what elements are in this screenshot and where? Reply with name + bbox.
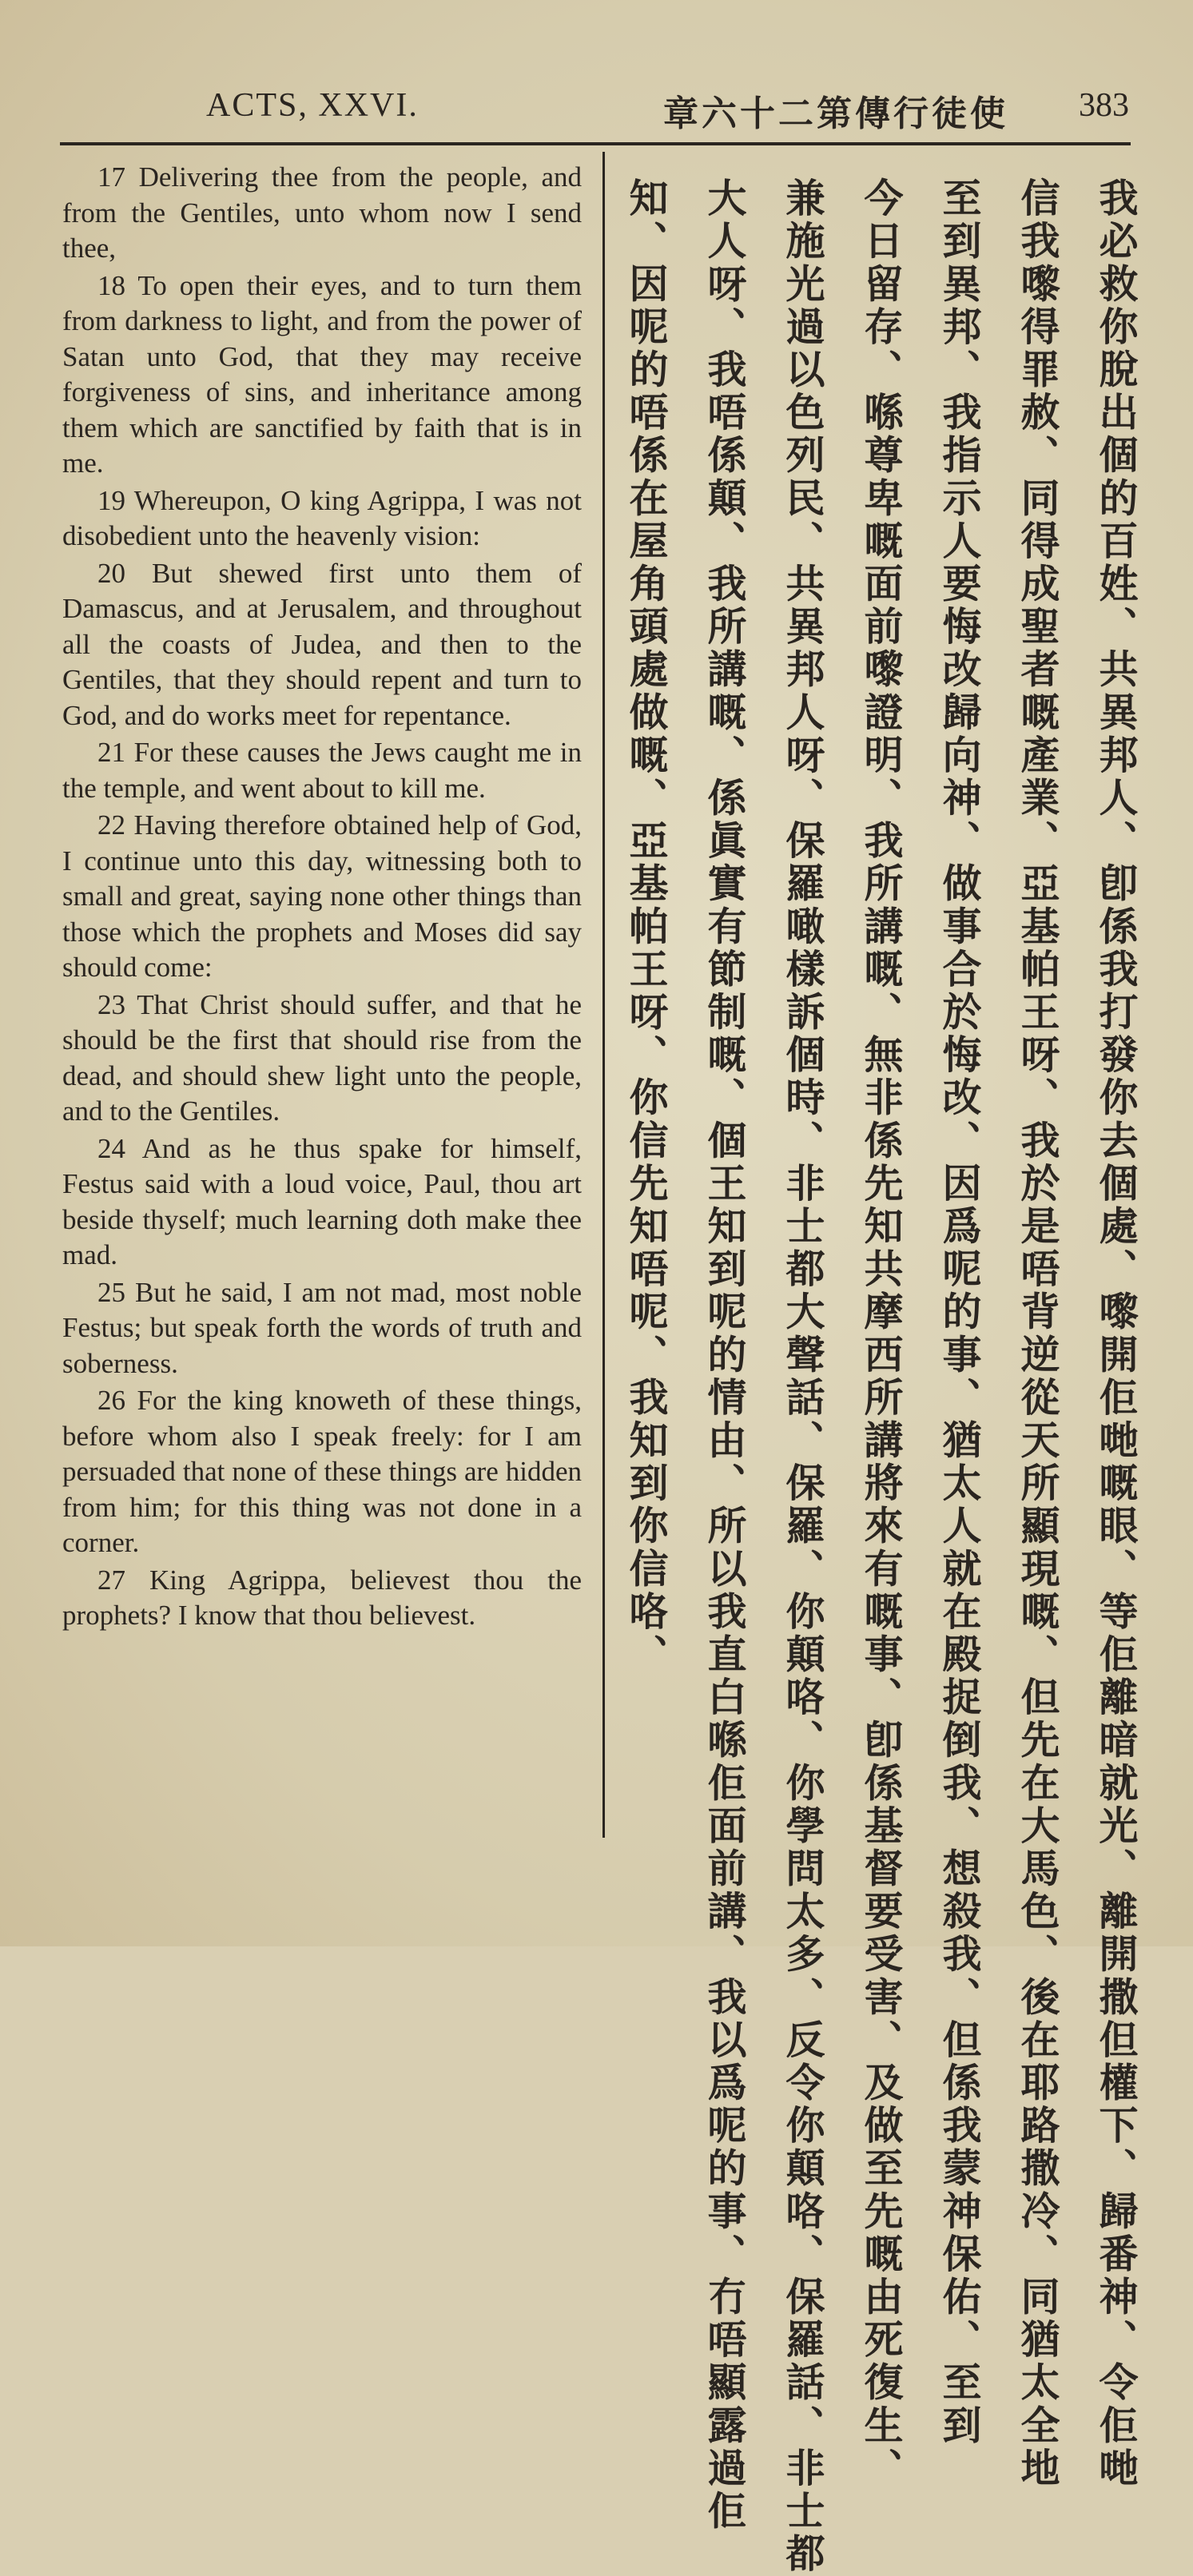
verse-17: 17 Delivering thee from the people, and from the Gentiles, unto whom now I send thee, — [62, 161, 582, 264]
verse-21: 21 For these causes the Jews caught me in the temple, and went about to kill me. — [62, 737, 582, 804]
verse-20: 20 But shewed first unto them of Damascus, and at Jerusalem, and throughout all the coasts of Judea, and then to the Gentiles, that they should repent and turn to God, and do works meet for repentance. — [62, 557, 582, 731]
verse-25: 25 But he said, I am not mad, most noble Festus; but speak forth the words of truth and soberness. — [62, 1276, 582, 1379]
chinese-line-6: 大人呀、我唔係顛、我所講嘅、係眞實有節制嘅、個王知到呢的情由、所以我直白喺佢面前講、我以爲呢的事、冇唔顯露過佢 — [702, 177, 747, 2533]
english-text-column — [62, 160, 582, 1636]
chinese-line-4: 今日留存、喺尊卑嘅面前嚟證明、我所講嘅、無非係先知共摩西所講將來有嘅事、卽係基督要受害、及做至先嘅由死復生、 — [858, 177, 904, 2491]
header-rule — [60, 142, 1131, 145]
verse-18: 18 To open their eyes, and to turn them from darkness to light, and from the power of Satan unto God, that they may receive forgiveness of sins, and inheritance among them which are sanctified by faith that is in me. — [62, 269, 582, 479]
verse-22: 22 Having therefore obtained help of God, I continue unto this day, witnessing both to small and great, saying none other things than those which the prophets and Moses did say should come: — [62, 809, 582, 983]
chinese-line-5: 兼施光過以色列民、共異邦人呀、保羅噉樣訴個時、非士都大聲話、保羅、你顛咯、你學問太多、反令你顛咯、保羅話、非士都 — [780, 177, 825, 2576]
running-head-english: ACTS, XXVI. — [206, 87, 419, 124]
page-number: 383 — [1079, 87, 1129, 124]
verse-23: 23 That Christ should suffer, and that he should be the first that should rise from the dead, and should shew light unto the people, and to the Gentiles. — [62, 988, 582, 1127]
running-head-chinese: 章六十二第傳行徒使 — [663, 93, 1008, 134]
chinese-text-column — [603, 177, 1147, 2576]
chinese-line-2: 信我嚟得罪赦、同得成聖者嘅產業、亞基帕王呀、我於是唔背逆從天所顯現嘅、但先在大馬色、後在耶路撒冷、同猶太全地 — [1015, 177, 1060, 2491]
verse-24: 24 And as he thus spake for himself, Festus said with a loud voice, Paul, thou art beside thyself; much learning doth make thee mad. — [62, 1132, 582, 1270]
chinese-line-7: 知、因呢的唔係在屋角頭處做嘅、亞基帕王呀、你信先知唔呢、我知到你信咯、 — [623, 177, 669, 1676]
verse-19: 19 Whereupon, O king Agrippa, I was not disobedient unto the heavenly vision: — [62, 484, 582, 551]
chinese-line-1: 我必救你脫出個的百姓、共異邦人、卽係我打發你去個處、嚟開佢哋嘅眼、等佢離暗就光、離開撒但權下、歸番神、令佢哋 — [1093, 177, 1139, 2491]
chinese-line-3: 至到異邦、我指示人要悔改歸向神、做事合於悔改、因爲呢的事、猶太人就在殿捉倒我、想殺我、但係我蒙神保佑、至到 — [937, 177, 982, 2447]
verse-26: 26 For the king knoweth of these things, before whom also I speak freely: for I am persuaded that none of these things are hidden from him; for this thing was not done in a corner. — [62, 1385, 582, 1558]
verse-27: 27 King Agrippa, believest thou the prophets? I know that thou believest. — [62, 1564, 582, 1631]
